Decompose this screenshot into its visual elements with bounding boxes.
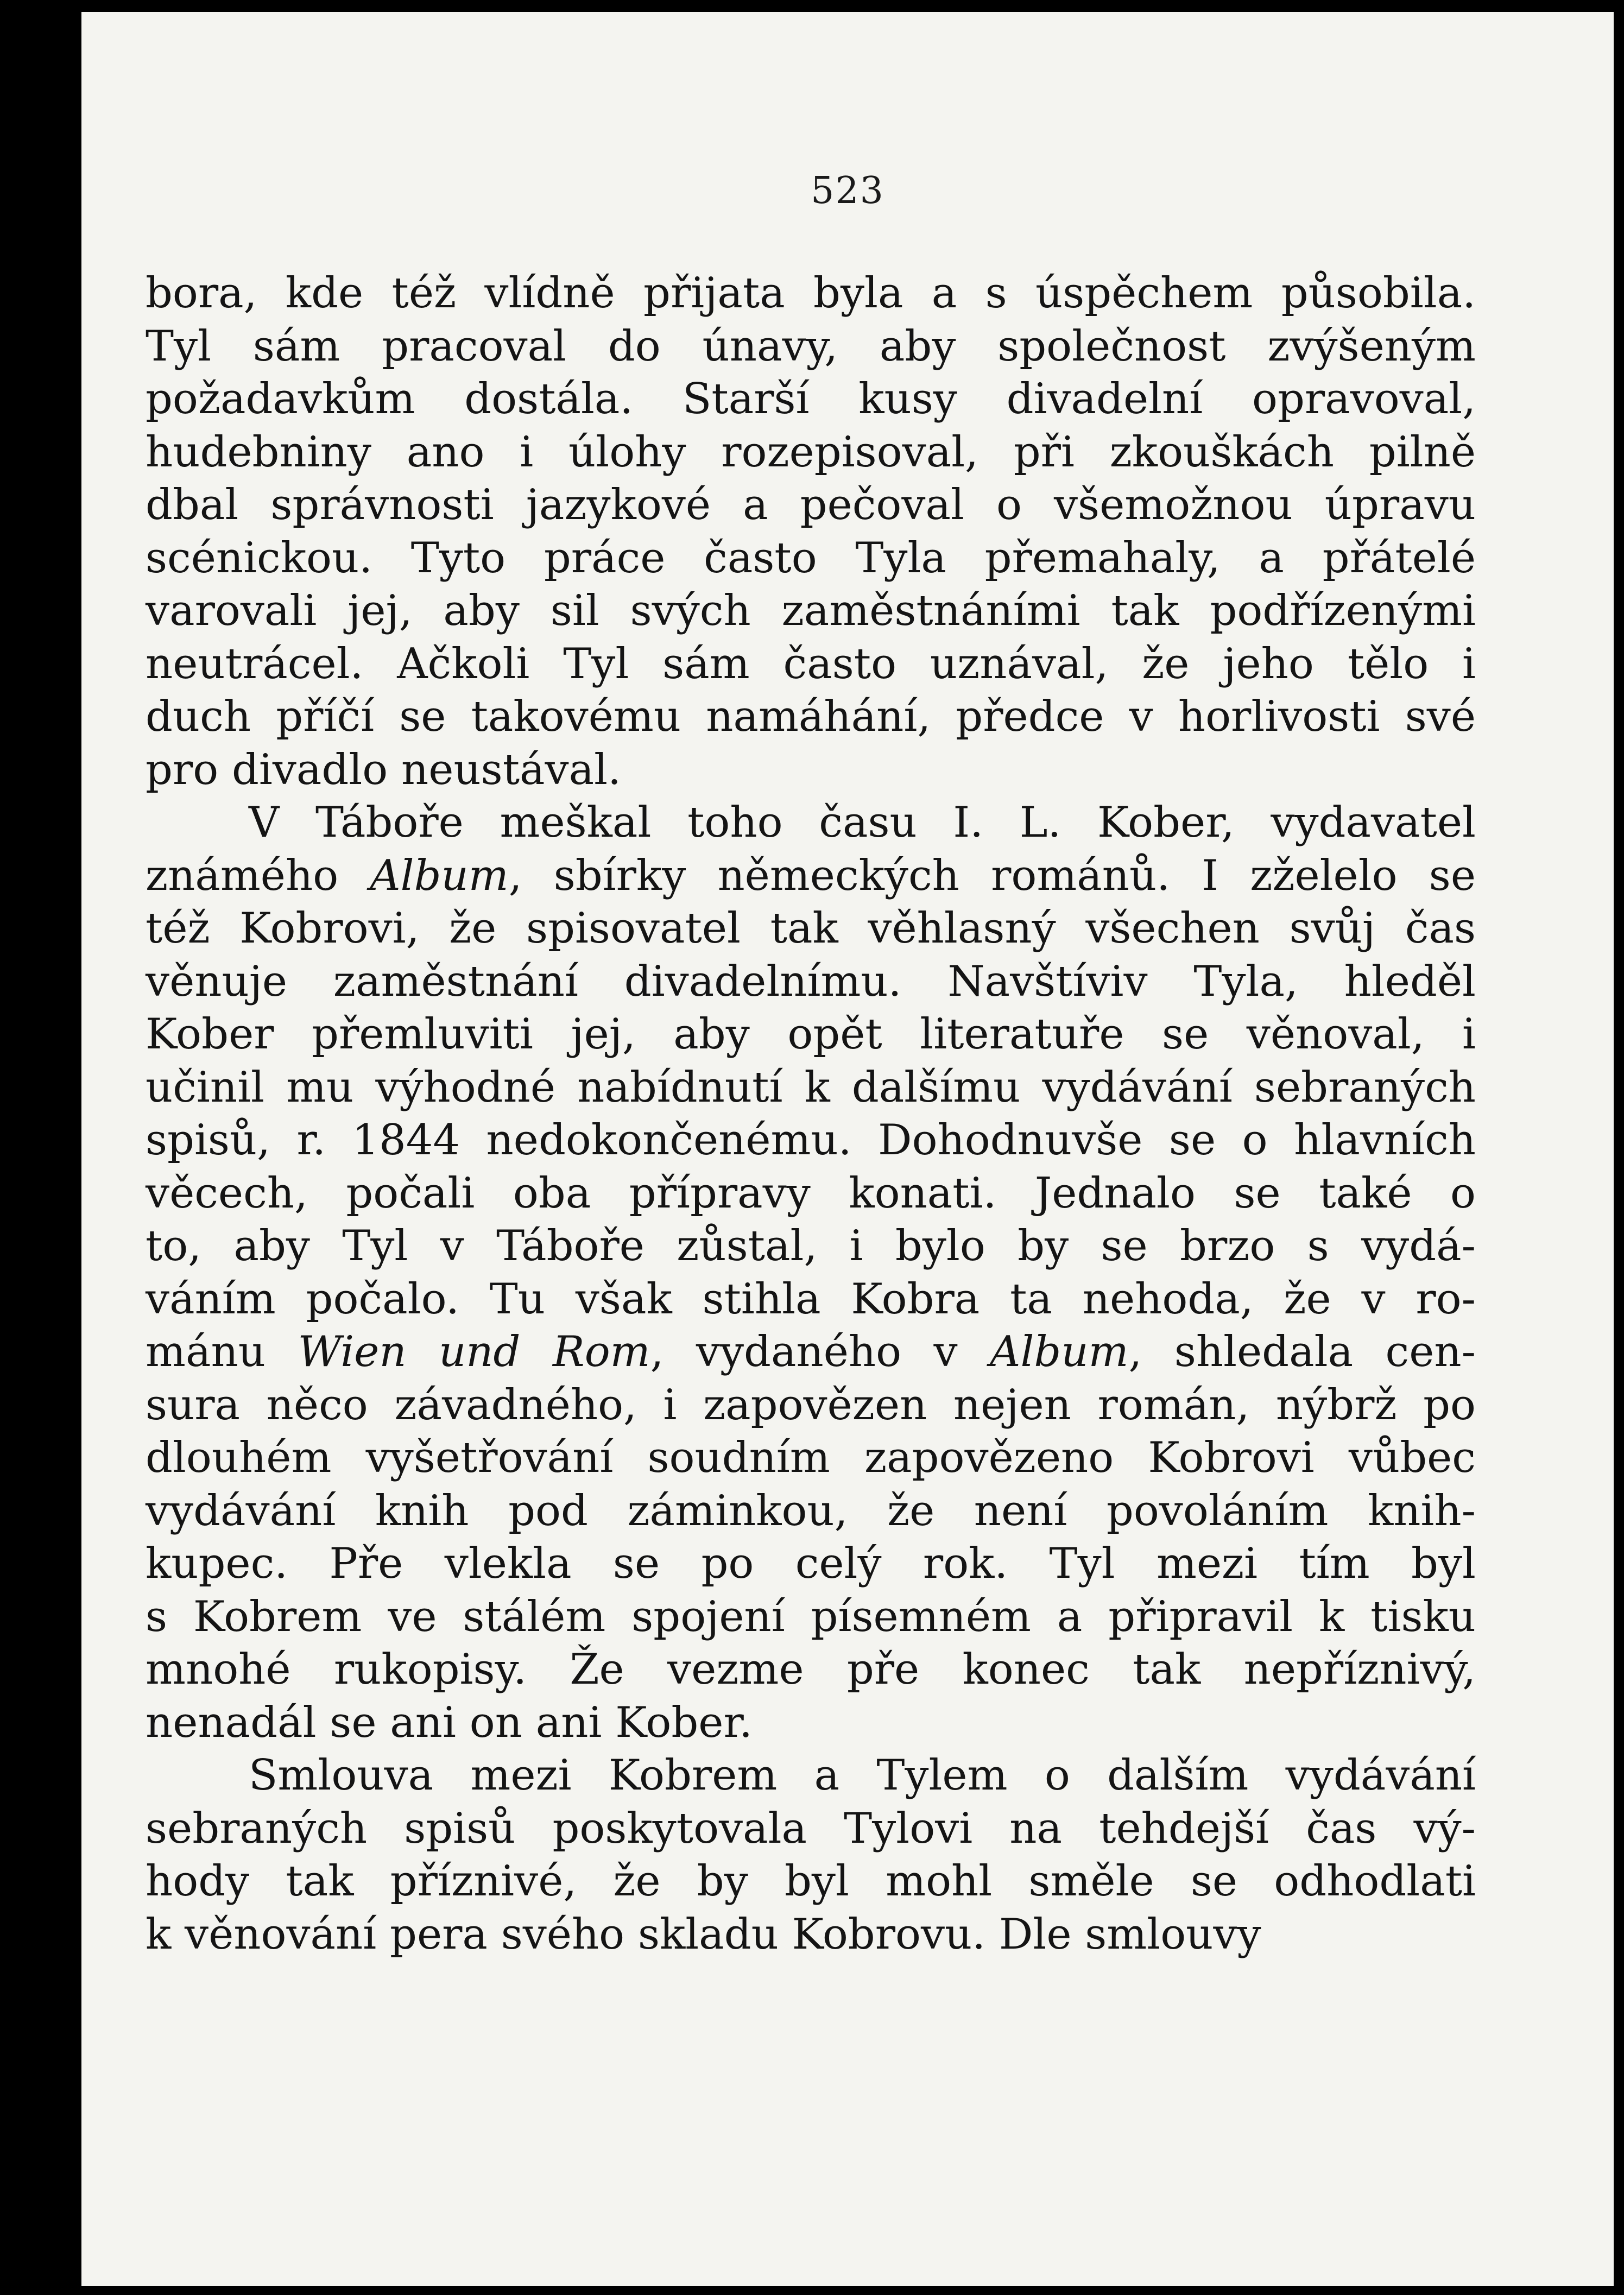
text-segment: kupec. Pře vlekla se po celý rok. Tyl mezi tím byl xyxy=(146,1539,1476,1588)
text-segment: dbal správnosti jazykové a pečoval o všemožnou úpravu xyxy=(146,481,1476,529)
text-line xyxy=(146,1749,1476,1803)
text-segment: známého xyxy=(146,851,370,900)
text-segment: mnohé rukopisy. Že vezme pře konec tak nepříznivý, xyxy=(146,1645,1476,1694)
text-line xyxy=(146,1220,1476,1273)
text-line xyxy=(146,1697,1476,1750)
text-segment: k věnování pera svého skladu Kobrovu. Dle smlouvy xyxy=(146,1910,1261,1959)
text-segment: duch příčí se takovému namáhání, předce v horlivosti své xyxy=(146,692,1476,741)
text-segment: , sbírky německých románů. I zželelo se xyxy=(508,851,1476,900)
text-line xyxy=(146,267,1476,320)
text-segment: mánu xyxy=(146,1327,298,1376)
margin-mark xyxy=(81,273,89,284)
text-segment: s Kobrem ve stálém spojení písemném a připravil k tisku xyxy=(146,1592,1476,1641)
text-segment: věcech, počali oba přípravy konati. Jednalo se také o xyxy=(146,1168,1476,1218)
text-segment: váním počalo. Tu však stihla Kobra ta nehoda, že v ro- xyxy=(146,1274,1476,1324)
text-segment: neutrácel. Ačkoli Tyl sám často uznával, že jeho tělo i xyxy=(146,639,1476,688)
text-line xyxy=(146,1485,1476,1538)
text-line xyxy=(146,532,1476,585)
text-line xyxy=(146,1008,1476,1061)
text-line xyxy=(146,426,1476,479)
text-line xyxy=(146,373,1476,426)
text-segment: sebraných spisů poskytovala Tylovi na tehdejší čas vý- xyxy=(146,1804,1476,1853)
text-line xyxy=(146,1379,1476,1432)
text-segment: bora, kde též vlídně přijata byla a s úspěchem působila. xyxy=(146,269,1476,318)
text-line xyxy=(146,691,1476,744)
text-segment: požadavkům dostála. Starší kusy divadelní opravoval, xyxy=(146,375,1476,423)
text-segment: , shledala cen- xyxy=(1128,1327,1476,1376)
text-segment: nenadál se ani on ani Kober. xyxy=(146,1698,753,1747)
text-segment: vydávání knih pod záminkou, že není povoláním knih- xyxy=(146,1486,1476,1535)
italic-text: Album xyxy=(370,851,509,900)
text-segment: pro divadlo neustával. xyxy=(146,745,621,794)
text-segment: hody tak příznivé, že by byl mohl směle se odhodlati xyxy=(146,1857,1476,1906)
text-line xyxy=(146,1538,1476,1591)
text-segment: dlouhém vyšetřování soudním zapovězeno Kobrovi vůbec xyxy=(146,1433,1476,1482)
text-segment: Smlouva mezi Kobrem a Tylem o dalším vydávání xyxy=(249,1751,1476,1800)
text-line xyxy=(146,1803,1476,1856)
book-page xyxy=(81,12,1614,2286)
page-number: 523 xyxy=(811,169,884,212)
italic-text: Wien und Rom xyxy=(298,1327,650,1376)
text-segment: Tyl sám pracoval do únavy, aby společnost zvýšeným xyxy=(146,321,1476,371)
text-line xyxy=(146,1855,1476,1908)
text-line xyxy=(146,796,1476,850)
text-segment: věnuje zaměstnání divadelnímu. Navštíviv Tyla, hleděl xyxy=(146,957,1476,1006)
text-line xyxy=(146,638,1476,691)
text-line xyxy=(146,1167,1476,1221)
text-line xyxy=(146,320,1476,374)
text-line xyxy=(146,1591,1476,1644)
text-line xyxy=(146,744,1476,797)
text-line xyxy=(146,1061,1476,1115)
text-line xyxy=(146,1908,1476,1962)
italic-text: Album xyxy=(990,1327,1129,1376)
text-line xyxy=(146,956,1476,1009)
text-line xyxy=(146,1273,1476,1326)
text-line xyxy=(146,1432,1476,1485)
text-segment: učinil mu výhodné nabídnutí k dalšímu vydávání sebraných xyxy=(146,1063,1476,1112)
text-segment: to, aby Tyl v Táboře zůstal, i bylo by se brzo s vydá- xyxy=(146,1222,1476,1270)
text-segment: scénickou. Tyto práce často Tyla přemahaly, a přátelé xyxy=(146,533,1476,583)
text-line xyxy=(146,585,1476,638)
text-line xyxy=(146,1643,1476,1697)
text-segment: hudebniny ano i úlohy rozepisoval, při zkouškách pilně xyxy=(146,427,1476,477)
text-segment: spisů, r. 1844 nedokončenému. Dohodnuvše se o hlavních xyxy=(146,1116,1476,1165)
body-text xyxy=(146,267,1476,1961)
text-segment: též Kobrovi, že spisovatel tak věhlasný všechen svůj čas xyxy=(146,904,1476,953)
text-line xyxy=(146,1326,1476,1379)
text-segment: V Táboře meškal toho času I. L. Kober, vydavatel xyxy=(249,798,1476,847)
text-line xyxy=(146,850,1476,903)
text-segment: Kober přemluviti jej, aby opět literatuře se věnoval, i xyxy=(146,1010,1476,1059)
text-segment: sura něco závadného, i zapovězen nejen román, nýbrž po xyxy=(146,1380,1476,1430)
margin-mark xyxy=(81,316,89,349)
text-line xyxy=(146,902,1476,956)
text-line xyxy=(146,1114,1476,1167)
text-segment: , vydaného v xyxy=(650,1327,990,1376)
text-segment: varovali jej, aby sil svých zaměstnáními tak podřízenými xyxy=(146,586,1476,635)
text-line xyxy=(146,479,1476,532)
